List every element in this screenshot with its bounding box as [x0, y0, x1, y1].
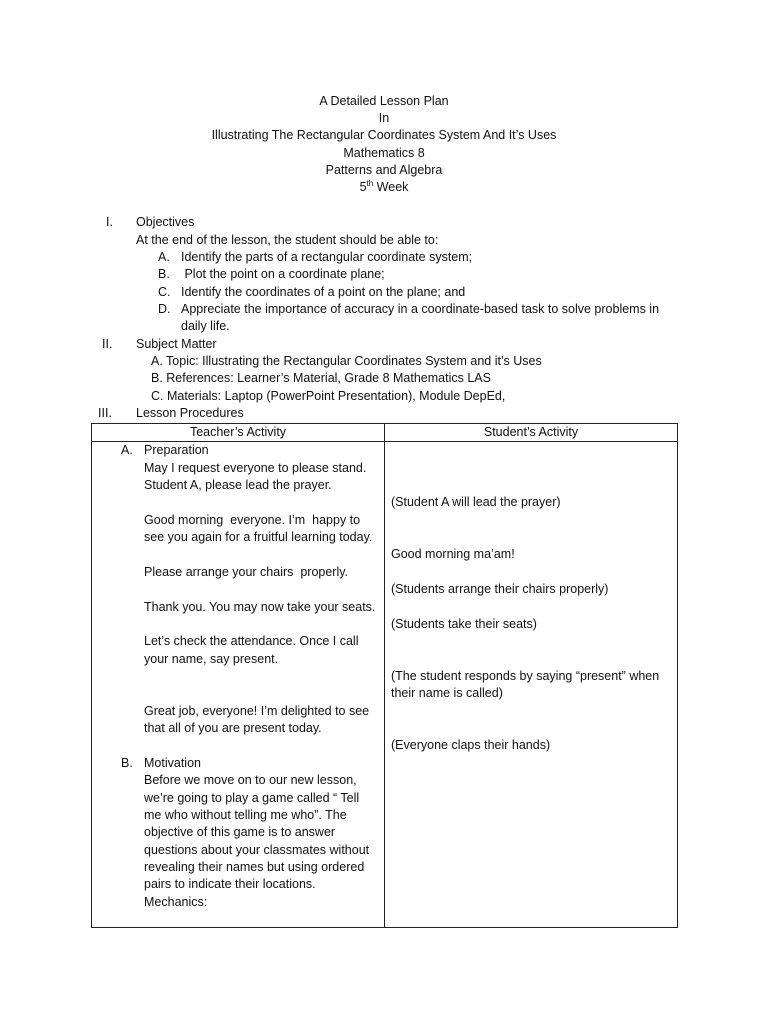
teacher-activity-header: Teacher’s Activity — [189, 425, 287, 439]
teacher-line: pairs to indicate their locations. — [144, 877, 316, 891]
title-week — [0, 179, 768, 196]
teacher-line: me who without telling me who”. The — [144, 808, 347, 822]
title-line-4: Mathematics 8 — [343, 146, 425, 160]
student-line: (The student responds by saying “present” when — [391, 669, 660, 683]
subject-matter-heading: Subject Matter — [136, 337, 217, 351]
week-superscript: th — [366, 178, 374, 188]
teacher-line: Let’s check the attendance. Once I call — [144, 634, 359, 648]
teacher-line: questions about your classmates without — [144, 843, 370, 857]
procedures-heading: Lesson Procedures — [136, 406, 244, 420]
motivation-heading: Motivation — [144, 756, 201, 770]
title-line-1: A Detailed Lesson Plan — [319, 94, 449, 108]
teacher-line: Please arrange your chairs properly. — [144, 565, 349, 579]
teacher-line: Good morning everyone. I’m happy to — [144, 513, 361, 527]
objective-text: Identify the parts of a rectangular coordinate system; — [181, 250, 473, 264]
preparation-letter: A. — [121, 443, 133, 457]
objectives-intro: At the end of the lesson, the student should be able to: — [136, 233, 439, 247]
teacher-line: objective of this game is to answer — [144, 825, 336, 839]
student-line: their name is called) — [391, 686, 503, 700]
objective-text: Plot the point on a coordinate plane; — [181, 267, 385, 281]
title-line-2: In — [378, 111, 390, 125]
activity-table — [91, 423, 678, 928]
table-column-divider — [384, 424, 385, 927]
teacher-line: see you again for a fruitful learning today. — [144, 530, 373, 544]
motivation-letter: B. — [121, 756, 133, 770]
student-line: Good morning ma’am! — [391, 547, 515, 561]
objective-text: Appreciate the importance of accuracy in a coordinate-based task to solve problems in — [181, 302, 660, 316]
student-activity-header: Student’s Activity — [483, 425, 579, 439]
week-word: Week — [373, 180, 409, 194]
objective-letter: B. — [158, 267, 170, 281]
objective-letter: C. — [158, 285, 171, 299]
objective-letter: D. — [158, 302, 171, 316]
teacher-line: your name, say present. — [144, 652, 279, 666]
objective-text: Identify the coordinates of a point on the plane; and — [181, 285, 466, 299]
subject-matter-numeral: II. — [102, 337, 113, 351]
teacher-line: Before we move on to our new lesson, — [144, 773, 357, 787]
teacher-line: Thank you. You may now take your seats. — [144, 600, 376, 614]
student-line: (Students arrange their chairs properly) — [391, 582, 609, 596]
teacher-line: that all of you are present today. — [144, 721, 322, 735]
title-line-5: Patterns and Algebra — [325, 163, 443, 177]
teacher-line: May I request everyone to please stand. — [144, 461, 367, 475]
objective-text-continued: daily life. — [181, 319, 230, 333]
student-line: (Everyone claps their hands) — [391, 738, 551, 752]
teacher-line: Student A, please lead the prayer. — [144, 478, 332, 492]
teacher-line: Great job, everyone! I’m delighted to see — [144, 704, 370, 718]
teacher-line: Mechanics: — [144, 895, 208, 909]
procedures-numeral: III. — [98, 406, 112, 420]
student-line: (Students take their seats) — [391, 617, 537, 631]
subject-matter-item: A. Topic: Illustrating the Rectangular Coordinates System and it’s Uses — [151, 354, 542, 368]
subject-matter-item: C. Materials: Laptop (PowerPoint Presentation), Module DepEd, — [151, 389, 506, 403]
subject-matter-item: B. References: Learner’s Material, Grade 8 Mathematics LAS — [151, 371, 491, 385]
teacher-line: revealing their names but using ordered — [144, 860, 365, 874]
teacher-line: we’re going to play a game called “ Tell — [144, 791, 360, 805]
student-line: (Student A will lead the prayer) — [391, 495, 561, 509]
week-number: 5 — [359, 180, 367, 194]
preparation-heading: Preparation — [144, 443, 209, 457]
title-line-3: Illustrating The Rectangular Coordinates System And It’s Uses — [211, 128, 557, 142]
objectives-heading: Objectives — [136, 215, 195, 229]
objective-letter: A. — [158, 250, 170, 264]
objectives-numeral: I. — [106, 215, 113, 229]
